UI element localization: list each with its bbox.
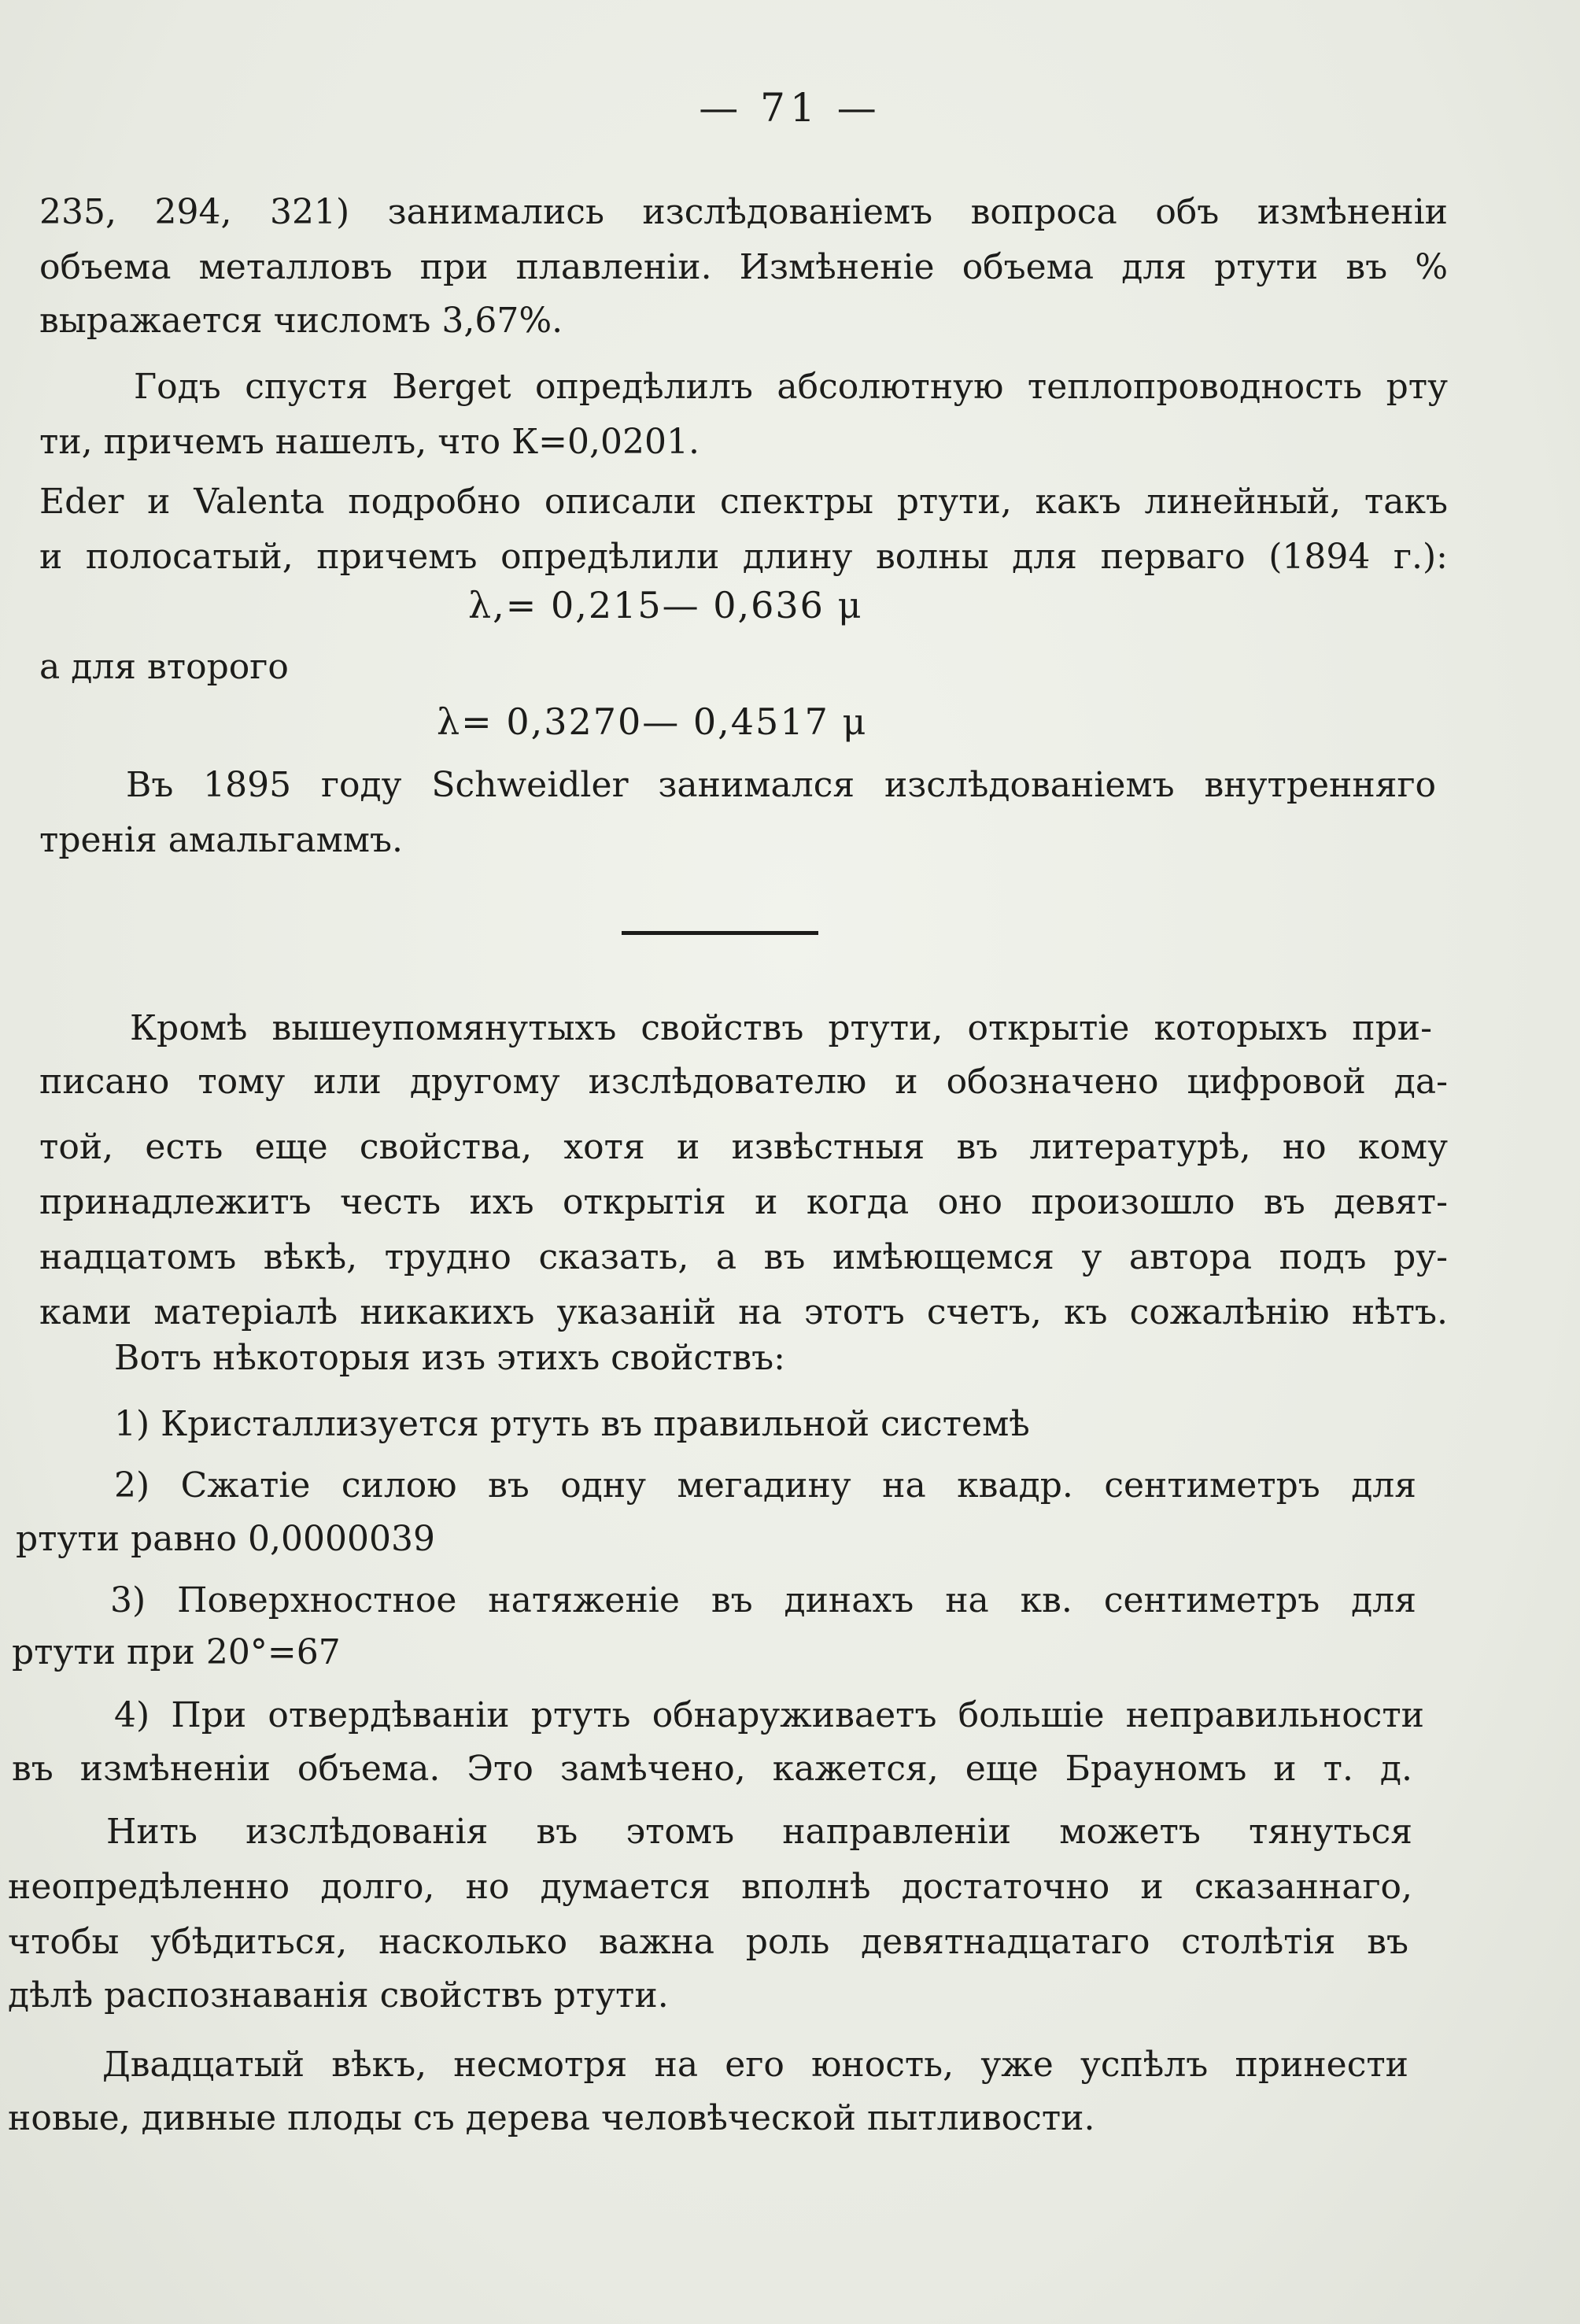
- text-line: ками матеріалѣ никакихъ указаній на этотъ счетъ, къ сожалѣнію нѣтъ.: [39, 1292, 1448, 1332]
- text-line: Eder и Valenta подробно описали спектры ртути, какъ линейный, такъ: [39, 482, 1448, 522]
- paragraph-first-line: Кромѣ вышеупомянутыхъ свойствъ ртути, открытіе которыхъ при-: [130, 1008, 1432, 1048]
- paragraph-first-line: Вотъ нѣкоторыя изъ этихъ свойствъ:: [114, 1338, 785, 1378]
- text-line: и полосатый, причемъ опредѣлили длину волны для перваго (1894 г.):: [39, 537, 1448, 577]
- text-line: ти, причемъ нашелъ, что К=0,0201.: [39, 422, 700, 462]
- text-line: неопредѣленно долго, но думается вполнѣ достаточно и сказаннаго,: [8, 1867, 1412, 1907]
- text-line: тренія амальгаммъ.: [39, 820, 403, 860]
- text-line: принадлежитъ честь ихъ открытія и когда оно произошло въ девят-: [39, 1182, 1448, 1222]
- formula-first: λ,= 0,215— 0,636 μ: [468, 584, 863, 626]
- text-line: объема металловъ при плавленіи. Измѣненіе объема для ртути въ %: [39, 247, 1448, 287]
- text-line: той, есть еще свойства, хотя и извѣстныя въ литературѣ, но кому: [39, 1127, 1448, 1167]
- paragraph-first-line: Въ 1895 году Schweidler занимался изслѣдованіемъ внутренняго: [126, 765, 1436, 805]
- text-line: ртути при 20°=67: [12, 1632, 341, 1672]
- text-line: 235, 294, 321) занимались изслѣдованіемъ вопроса объ измѣненіи: [39, 192, 1448, 232]
- formula-second: λ= 0,3270— 0,4517 μ: [437, 700, 868, 743]
- text-line: чтобы убѣдиться, насколько важна роль девятнадцатаго столѣтія въ: [8, 1922, 1408, 1962]
- text-line: дѣлѣ распознаванія свойствъ ртути.: [8, 1975, 669, 2015]
- text-line: а для второго: [39, 647, 289, 687]
- list-item: 1) Кристаллизуется ртуть въ правильной системѣ: [114, 1404, 1030, 1444]
- text-line: выражается числомъ 3,67%.: [39, 301, 563, 341]
- list-item: 4) При отвердѣваніи ртуть обнаруживаетъ большіе неправильности: [114, 1695, 1424, 1735]
- paragraph-first-line: Двадцатый вѣкъ, несмотря на его юность, уже успѣлъ принести: [102, 2045, 1408, 2085]
- text-line: въ измѣненіи объема. Это замѣчено, кажется, еще Брауномъ и т. д.: [12, 1749, 1412, 1789]
- paragraph-first-line: Годъ спустя Berget опредѣлилъ абсолютную теплопроводность рту: [134, 367, 1448, 407]
- text-line: ртути равно 0,0000039: [16, 1519, 435, 1559]
- paragraph-first-line: Нить изслѣдованія въ этомъ направленіи можетъ тянуться: [106, 1812, 1412, 1852]
- page-number: — 71 —: [699, 85, 881, 131]
- list-item: 2) Сжатіе силою въ одну мегадину на квадр. сентиметръ для: [114, 1465, 1416, 1506]
- text-line: новые, дивные плоды съ дерева человѣческой пытливости.: [8, 2098, 1095, 2138]
- section-divider: [622, 931, 818, 935]
- text-line: писано тому или другому изслѣдователю и обозначено цифровой да-: [39, 1062, 1448, 1102]
- list-item: 3) Поверхностное натяженіе въ динахъ на кв. сентиметръ для: [110, 1580, 1416, 1620]
- text-line: надцатомъ вѣкѣ, трудно сказать, а въ имѣющемся у автора подъ ру-: [39, 1237, 1448, 1277]
